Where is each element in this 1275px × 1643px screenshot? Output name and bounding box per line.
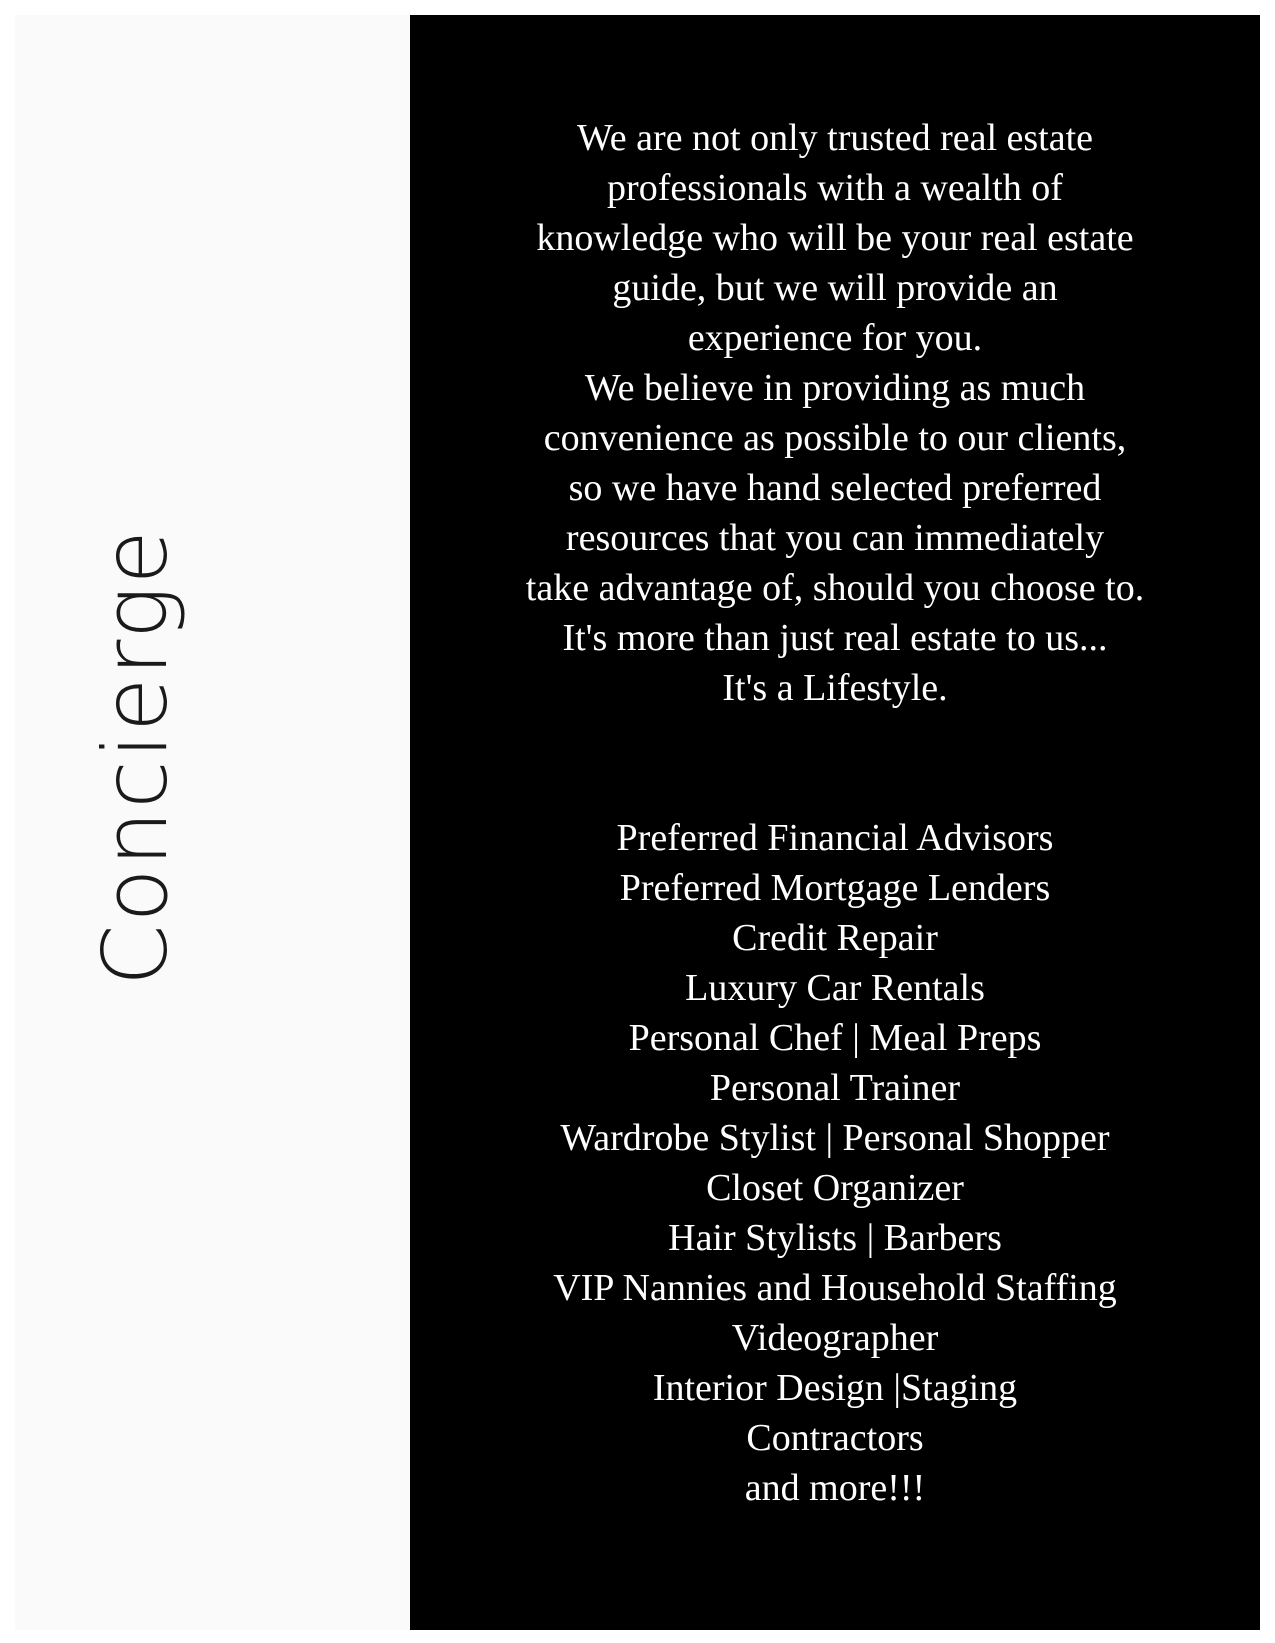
service-item: Wardrobe Stylist | Personal Shopper	[560, 1117, 1110, 1159]
service-item: Interior Design |Staging	[652, 1367, 1018, 1409]
intro-line: We are not only trusted real estate	[576, 117, 1094, 159]
intro-paragraph	[410, 113, 1260, 713]
service-item: Closet Organizer	[706, 1167, 964, 1209]
intro-line: convenience as possible to our clients,	[543, 417, 1127, 459]
service-item: Contractors	[746, 1417, 924, 1459]
intro-line: resources that you can immediately	[565, 517, 1105, 559]
intro-line: experience for you.	[687, 317, 983, 359]
service-item: Hair Stylists | Barbers	[668, 1217, 1002, 1259]
service-item: Personal Chef | Meal Preps	[628, 1017, 1042, 1059]
services-list	[410, 813, 1260, 1513]
service-item: and more!!!	[744, 1467, 926, 1509]
service-item: Personal Trainer	[709, 1067, 961, 1109]
intro-line: take advantage of, should you choose to.	[525, 567, 1145, 609]
intro-line: guide, but we will provide an	[612, 267, 1058, 309]
side-strip	[15, 15, 410, 1630]
service-item: Preferred Financial Advisors	[616, 817, 1054, 859]
intro-line: knowledge who will be your real estate	[536, 217, 1134, 259]
service-item: Luxury Car Rentals	[685, 967, 985, 1009]
content-panel	[410, 15, 1260, 1630]
side-title: Concierge	[84, 528, 187, 986]
intro-line: It's more than just real estate to us...	[562, 617, 1108, 659]
intro-line: so we have hand selected preferred	[568, 467, 1102, 509]
service-item: Preferred Mortgage Lenders	[619, 867, 1051, 909]
service-item: VIP Nannies and Household Staffing	[553, 1267, 1117, 1309]
intro-line: professionals with a wealth of	[607, 167, 1063, 209]
service-item: Credit Repair	[732, 917, 938, 959]
intro-line: It's a Lifestyle.	[722, 667, 948, 709]
service-item: Videographer	[731, 1317, 939, 1359]
intro-line: We believe in providing as much	[584, 367, 1086, 409]
